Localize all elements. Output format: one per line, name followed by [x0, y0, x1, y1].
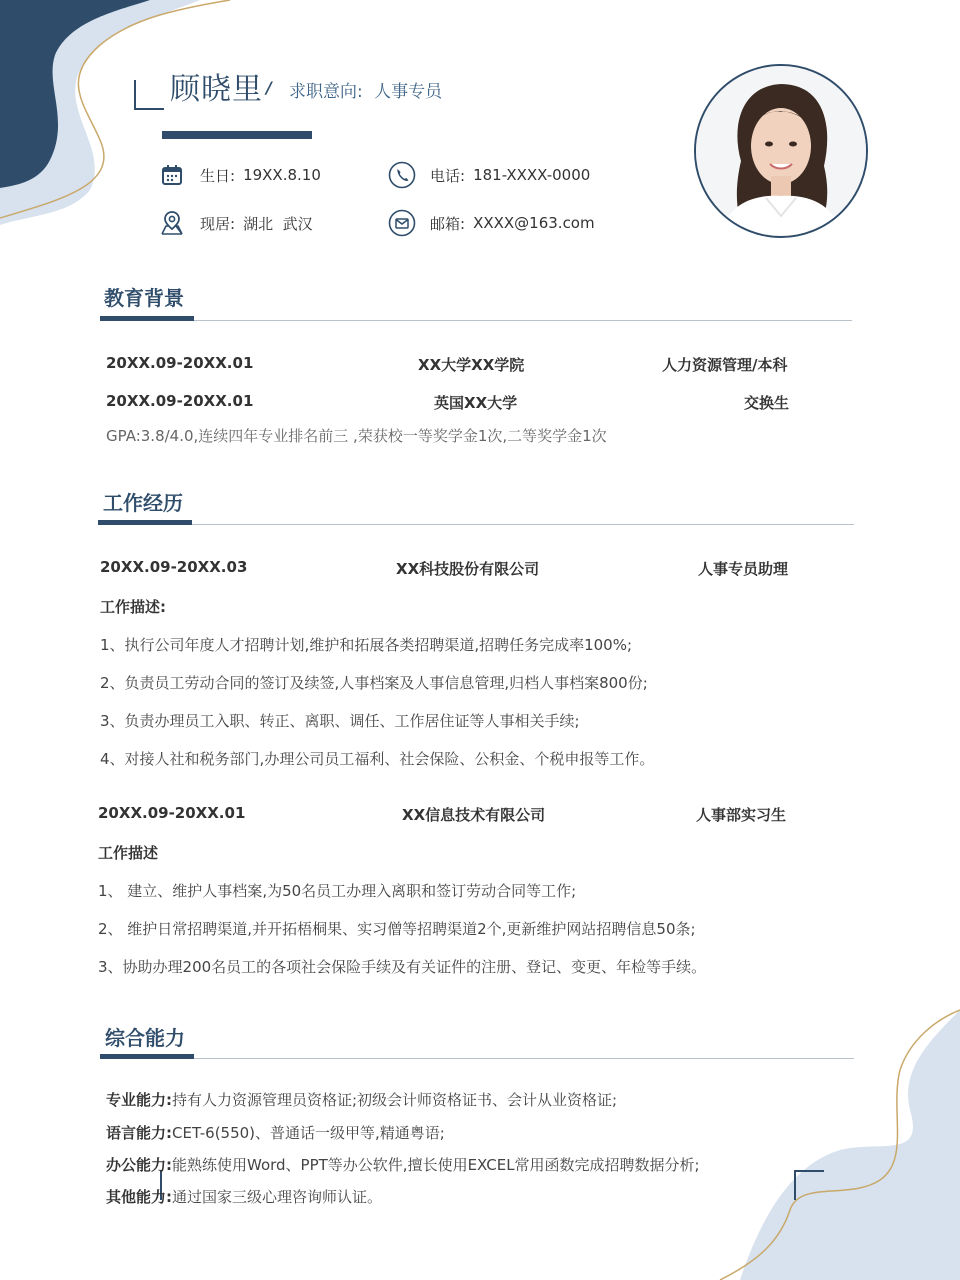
corner-mark-bottom-right: [794, 1170, 824, 1200]
job-date: 20XX.09-20XX.01: [98, 804, 246, 822]
calendar-icon: [158, 161, 186, 189]
mail-icon: [388, 209, 416, 237]
education-date: 20XX.09-20XX.01: [106, 354, 254, 372]
skill-item: [106, 1089, 617, 1110]
job-company: XX科技股份有限公司: [396, 560, 540, 578]
location-icon: [158, 209, 186, 237]
corner-mark-top-left: [134, 80, 164, 110]
work-title-bar: [98, 520, 192, 525]
skill-label: 语言能力:: [106, 1124, 172, 1142]
skill-text: 能熟练使用Word、PPT等办公软件,擅长使用EXCEL常用函数完成招聘数据分析;: [172, 1156, 700, 1174]
education-major: 人力资源管理/本科: [662, 356, 788, 374]
work-section-title: 工作经历: [103, 491, 183, 515]
phone-value: 181-XXXX-0000: [473, 166, 591, 184]
job-intent-value: 人事专员: [374, 82, 443, 102]
top-left-decoration: [0, 0, 260, 240]
home-info: [158, 209, 313, 237]
skill-label: 其他能力:: [106, 1188, 172, 1206]
skills-section-title: 综合能力: [105, 1026, 185, 1050]
job-intent: [289, 77, 442, 102]
education-gpa: GPA:3.8/4.0,连续四年专业排名前三 ,荣获校一等奖学金1次,二等奖学金1次: [106, 427, 607, 445]
name-underline-bar: [162, 131, 312, 139]
job-desc-item: 2、负责员工劳动合同的签订及续签,人事档案及人事信息管理,归档人事档案800份;: [100, 674, 648, 692]
mail-label: 邮箱:: [430, 214, 466, 233]
work-divider: [98, 524, 854, 525]
phone-icon: [388, 161, 416, 189]
education-school: 英国XX大学: [434, 394, 518, 412]
job-desc-item: 1、执行公司年度人才招聘计划,维护和拓展各类招聘渠道,招聘任务完成率100%;: [100, 636, 633, 654]
skills-divider: [100, 1058, 854, 1059]
avatar: [694, 64, 868, 238]
job-desc-label: 工作描述: [98, 844, 159, 862]
job-desc-item: 1、 建立、维护人事档案,为50名员工办理入离职和签订劳动合同等工作;: [98, 882, 577, 900]
education-section-title: 教育背景: [104, 286, 184, 310]
education-divider: [100, 320, 852, 321]
job-desc-item: 2、 维护日常招聘渠道,并开拓梧桐果、实习僧等招聘渠道2个,更新维护网站招聘信息50条;: [98, 920, 696, 938]
education-school: XX大学XX学院: [418, 356, 525, 374]
birth-label: 生日:: [200, 166, 236, 185]
phone-label: 电话:: [430, 166, 466, 185]
education-major: 交换生: [744, 394, 790, 412]
skill-text: CET-6(550)、普通话一级甲等,精通粤语;: [172, 1124, 445, 1142]
job-desc-item: 4、对接人社和税务部门,办理公司员工福利、社会保险、公积金、个税申报等工作。: [100, 750, 655, 768]
job-intent-label: 求职意向:: [289, 82, 363, 102]
education-title-bar: [100, 316, 194, 321]
skill-label: 办公能力:: [106, 1156, 172, 1174]
skill-item: [106, 1154, 700, 1175]
job-desc-item: 3、协助办理200名员工的各项社会保险手续及有关证件的注册、登记、变更、年检等手续。: [98, 958, 707, 976]
candidate-name: 顾晓里: [170, 72, 263, 107]
job-company: XX信息技术有限公司: [402, 806, 546, 824]
skill-text: 持有人力资源管理员资格证;初级会计师资格证书、会计从业资格证;: [172, 1091, 618, 1109]
mail-info: [388, 209, 595, 237]
job-role: 人事专员助理: [698, 560, 789, 578]
skill-label: 专业能力:: [106, 1091, 172, 1109]
mail-value: XXXX@163.com: [473, 214, 595, 232]
skill-text: 通过国家三级心理咨询师认证。: [172, 1188, 383, 1206]
job-desc-item: 3、负责办理员工入职、转正、离职、调任、工作居住证等人事相关手续;: [100, 712, 580, 730]
job-role: 人事部实习生: [696, 806, 787, 824]
name-separator: /: [266, 78, 272, 97]
skill-item: [106, 1186, 382, 1207]
skills-title-bar: [100, 1054, 194, 1059]
home-label: 现居:: [200, 214, 236, 233]
birth-info: [158, 161, 321, 189]
skill-item: [106, 1122, 445, 1143]
phone-info: [388, 161, 590, 189]
job-desc-label: 工作描述:: [100, 598, 166, 616]
home-value: 湖北 武汉: [243, 214, 313, 233]
job-date: 20XX.09-20XX.03: [100, 558, 248, 576]
birth-value: 19XX.8.10: [243, 166, 321, 184]
education-date: 20XX.09-20XX.01: [106, 392, 254, 410]
